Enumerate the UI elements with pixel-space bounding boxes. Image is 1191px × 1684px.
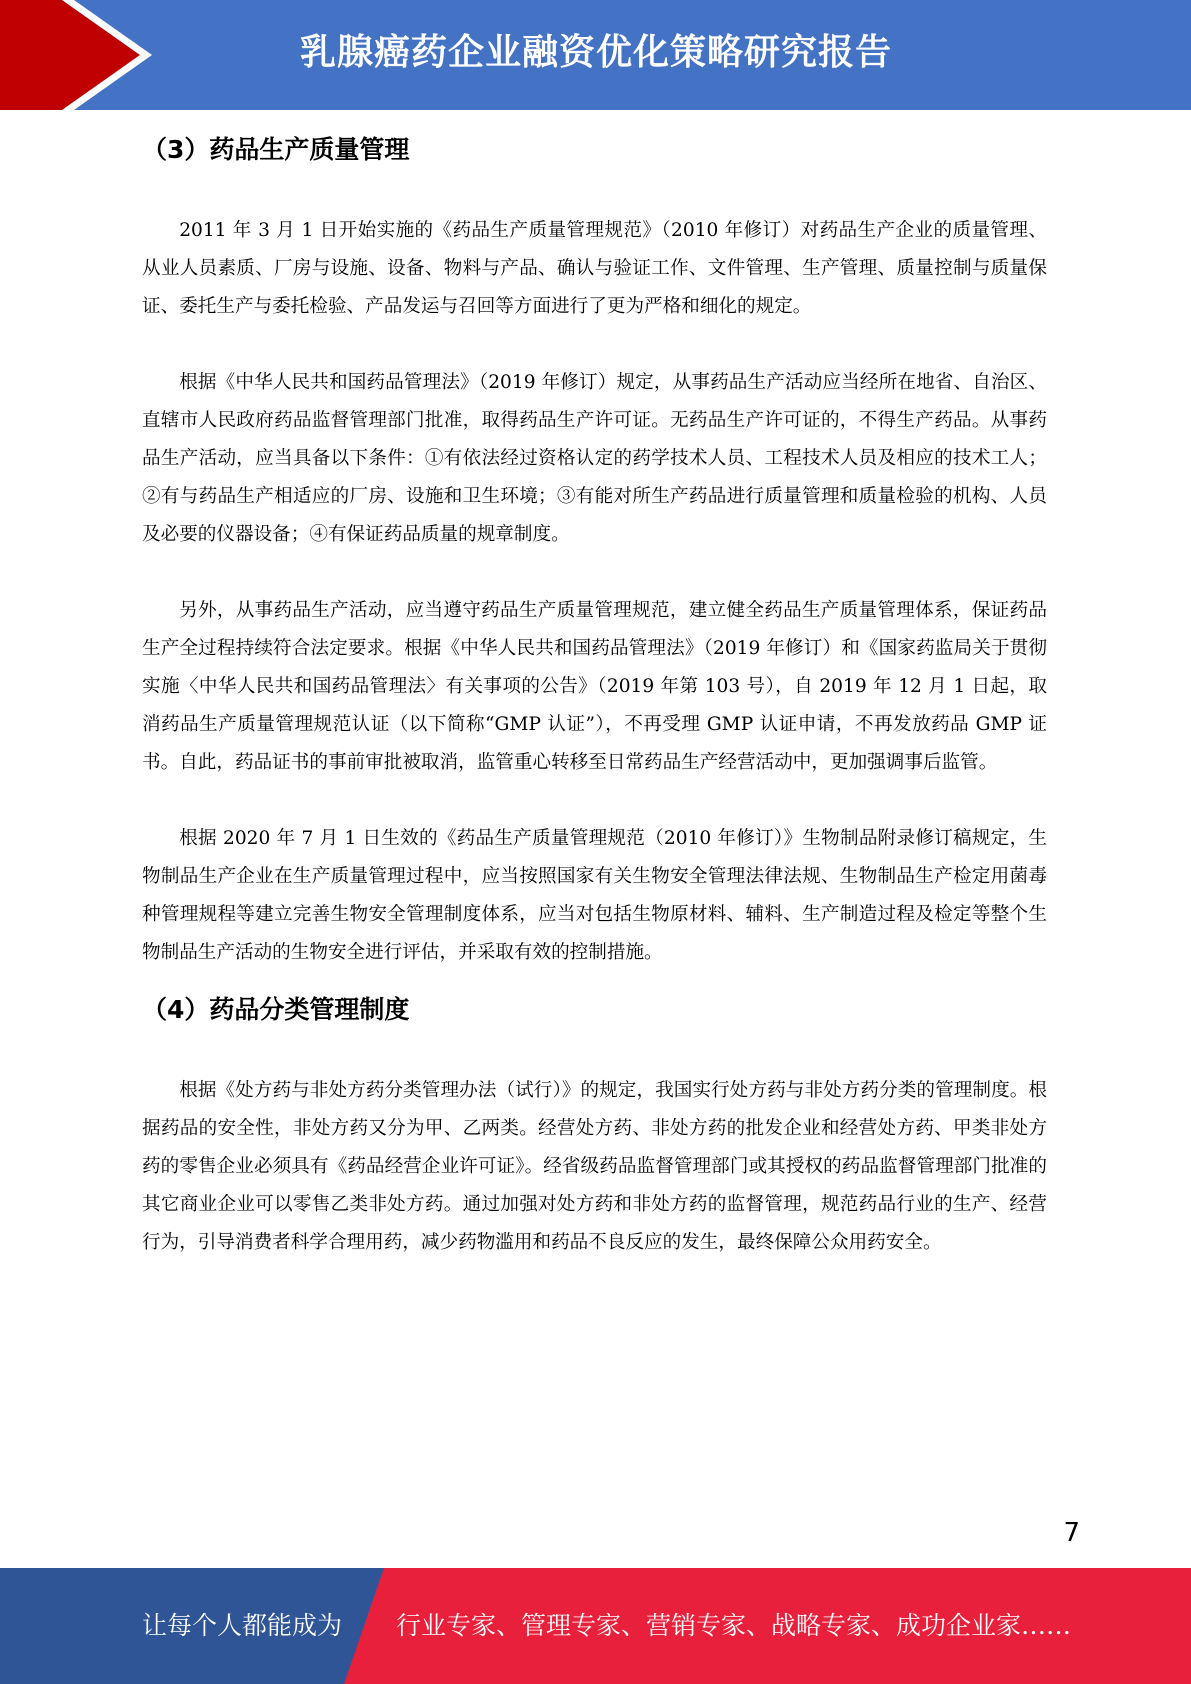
paragraph: 2011 年 3 月 1 日开始实施的《药品生产质量管理规范》（2010 年修订）对药品生产企业的质量管理、从业人员素质、厂房与设施、设备、物料与产品、确认与验证工作、文件管理、生产管理、质量控制与质量保证、委托生产与委托检验、产品发运与召回等方面进行了更为严格和细化的规定。 [142, 220, 1047, 317]
chevron-right-banner-icon [0, 0, 160, 110]
paragraph: 根据 2020 年 7 月 1 日生效的《药品生产质量管理规范（2010 年修订）》生物制品附录修订稿规定，生物制品生产企业在生产质量管理过程中，应当按照国家有关生物安全管理法律法规、生物制品生产检定用菌毒种管理规程等建立完善生物安全管理制度体系，应当对包括生物原材料、辅料、生产制造过程及检定等整个生物制品生产活动的生物安全进行评估，并采取有效的控制措施。 [142, 828, 1047, 963]
footer-slogan-left: 让每个人都能成为 [142, 1611, 343, 1640]
footer-slogan-right: 行业专家、管理专家、营销专家、战略专家、成功企业家…… [396, 1611, 1072, 1640]
page-header [0, 0, 1191, 110]
paragraph: 另外，从事药品生产活动，应当遵守药品生产质量管理规范，建立健全药品生产质量管理体系，保证药品生产全过程持续符合法定要求。根据《中华人民共和国药品管理法》（2019 年修订）和《国家药监局关于贯彻实施〈中华人民共和国药品管理法〉有关事项的公告》（2019 年第 103 号），自 2019 年 12 月 1 日起，取消药品生产质量管理规范认证（以下简称“GMP 认证”），不再受理 GMP 认证申请，不再发放药品 GMP 证书。自此，药品证书的事前审批被取消，监管重心转移至日常药品生产经营活动中，更加强调事后监管。 [142, 600, 1047, 773]
paragraph: 根据《处方药与非处方药分类管理办法（试行）》的规定，我国实行处方药与非处方药分类的管理制度。根据药品的安全性，非处方药又分为甲、乙两类。经营处方药、非处方药的批发企业和经营处方药、甲类非处方药的零售企业必须具有《药品经营企业许可证》。经省级药品监督管理部门或其授权的药品监督管理部门批准的其它商业企业可以零售乙类非处方药。通过加强对处方药和非处方药的监督管理，规范药品行业的生产、经营行为，引导消费者科学合理用药，减少药物滥用和药品不良反应的发生，最终保障公众用药安全。 [142, 1080, 1047, 1253]
section-heading-classification-system: （4）药品分类管理制度 [142, 995, 410, 1024]
paragraph: 根据《中华人民共和国药品管理法》（2019 年修订）规定，从事药品生产活动应当经所在地省、自治区、直辖市人民政府药品监督管理部门批准，取得药品生产许可证。无药品生产许可证的，不得生产药品。从事药品生产活动，应当具备以下条件：①有依法经过资格认定的药学技术人员、工程技术人员及相应的技术工人；②有与药品生产相适应的厂房、设施和卫生环境；③有能对所生产药品进行质量管理和质量检验的机构、人员及必要的仪器设备；④有保证药品质量的规章制度。 [142, 372, 1047, 545]
page-footer [0, 1568, 1191, 1684]
report-title: 乳腺癌药企业融资优化策略研究报告 [300, 32, 893, 73]
document-body [142, 130, 1047, 1262]
section-heading-quality-management: （3）药品生产质量管理 [142, 135, 410, 164]
page-number: 7 [1063, 1518, 1080, 1548]
